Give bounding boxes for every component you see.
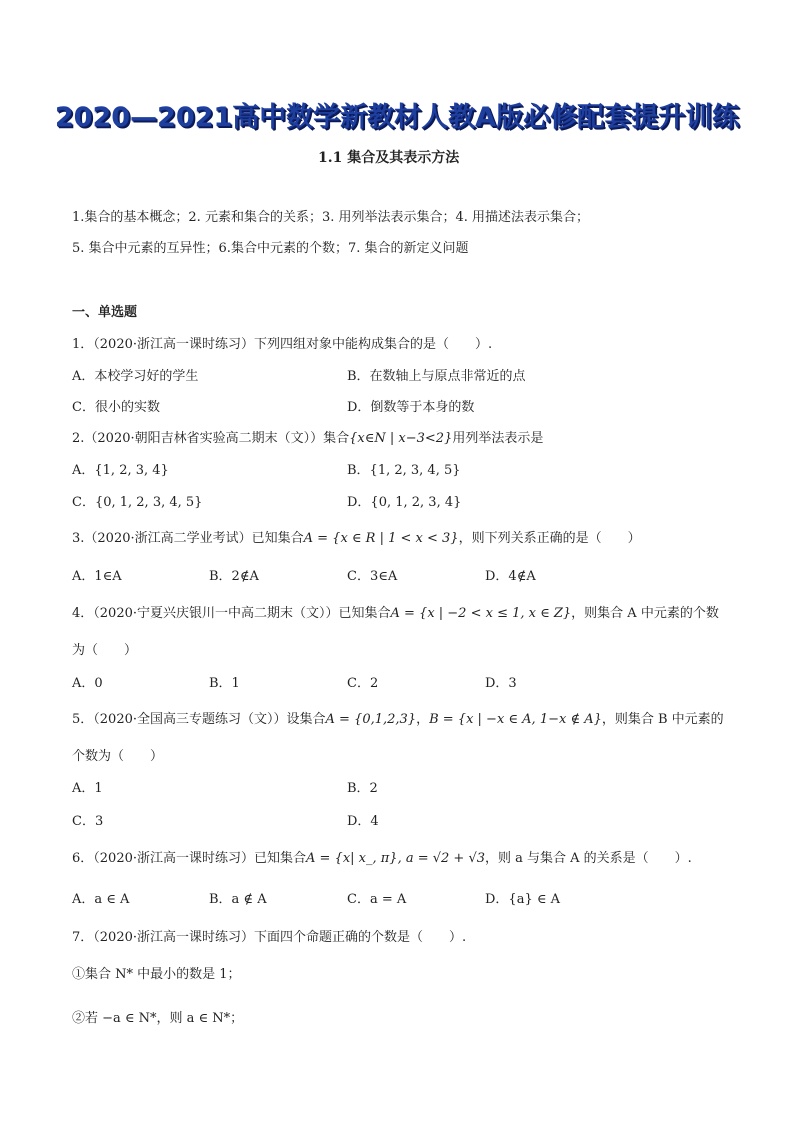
question-5-option-b: B．2 (347, 781, 378, 796)
question-2-option-a: A．{1, 2, 3, 4} (72, 463, 169, 478)
question-3-stem-pre: 3.（2020·浙江高二学业考试）已知集合 (72, 531, 304, 546)
question-2-option-d: D．{0, 1, 2, 3, 4} (347, 495, 462, 510)
question-5-stem-post: ，则集合 B 中元素的 (601, 712, 724, 727)
question-4-option-c: C．2 (347, 676, 379, 691)
question-1-option-a: A．本校学习好的学生 (72, 369, 199, 384)
question-2-stem (72, 430, 543, 448)
question-6-option-d: D．{a} ∈ A (485, 892, 560, 907)
question-3-option-d: D．4∉A (485, 569, 536, 584)
question-5-option-a: A．1 (72, 781, 103, 796)
question-5-stem-continued: 个数为（ ） (72, 749, 164, 764)
question-5-set-b: B = {x | −x ∈ A, 1−x ∉ A} (429, 712, 602, 727)
document-title: 2020—2021高中数学新教材人教A版必修配套提升训练 (54, 102, 740, 133)
question-5-separator: ， (416, 712, 430, 727)
question-5-set-a: A = {0,1,2,3} (325, 712, 417, 727)
question-4-set: A = {x | −2 < x ≤ 1, x ∈ Z} (390, 606, 572, 621)
question-5-option-c: C．3 (72, 814, 104, 829)
question-4-stem (72, 605, 719, 623)
question-7-item-2: ②若 −a ∈ N*，则 a ∈ N*； (72, 1011, 244, 1026)
question-3-stem-post: ，则下列关系正确的是（ ） (458, 531, 641, 546)
topics-line-1: 1.集合的基本概念；2. 元素和集合的关系；3. 用列举法表示集合；4. 用描述法表示集合； (72, 210, 590, 225)
question-1-stem: 1．（2020·浙江高一课时练习）下列四组对象中能构成集合的是（ ）. (72, 337, 493, 352)
question-4-stem-continued: 为（ ） (72, 643, 138, 658)
question-1-option-b: B．在数轴上与原点非常近的点 (347, 369, 526, 384)
question-7-stem: 7．（2020·浙江高一课时练习）下面四个命题正确的个数是（ ）. (72, 930, 467, 945)
question-3-stem (72, 530, 641, 548)
section-heading: 一、单选题 (72, 305, 138, 320)
question-5-option-d: D．4 (347, 814, 379, 829)
question-2-option-c: C．{0, 1, 2, 3, 4, 5} (72, 495, 203, 510)
question-6-option-a: A．a ∈ A (72, 892, 130, 907)
question-5-stem-pre: 5．（2020·全国高三专题练习（文））设集合 (72, 712, 326, 727)
question-6-stem-post: ，则 a 与集合 A 的关系是（ ）. (485, 851, 692, 866)
question-1-option-c: C．很小的实数 (72, 400, 160, 415)
question-4-option-d: D．3 (485, 676, 517, 691)
question-2-option-b: B．{1, 2, 3, 4, 5} (347, 463, 461, 478)
question-4-option-b: B．1 (209, 676, 240, 691)
question-4-stem-post: ，则集合 A 中元素的个数 (571, 606, 719, 621)
question-3-set: A = {x ∈ R | 1 < x < 3} (303, 531, 459, 546)
question-7-item-1: ①集合 N* 中最小的数是 1； (72, 967, 241, 982)
question-6-option-c: C．a = A (347, 892, 407, 907)
question-4-option-a: A．0 (72, 676, 103, 691)
question-3-option-c: C．3∈A (347, 569, 398, 584)
question-6-stem-pre: 6．（2020·浙江高一课时练习）已知集合 (72, 851, 306, 866)
question-2-stem-pre: 2.（2020·朝阳吉林省实验高二期末（文））集合 (72, 431, 350, 446)
question-3-option-a: A．1∈A (72, 569, 122, 584)
question-6-option-b: B．a ∉ A (209, 892, 267, 907)
document-subtitle: 1.1 集合及其表示方法 (318, 150, 460, 166)
question-3-option-b: B．2∉A (209, 569, 259, 584)
question-6-set: A = {x| x_, π}, a = √2 + √3 (306, 851, 486, 866)
question-1-option-d: D．倒数等于本身的数 (347, 400, 475, 415)
question-2-set: {x∈N | x−3<2} (349, 431, 453, 446)
topics-line-2: 5. 集合中元素的互异性；6.集合中元素的个数；7. 集合的新定义问题 (72, 241, 469, 256)
question-2-stem-post: 用列举法表示是 (452, 431, 544, 446)
question-6-stem (72, 850, 692, 868)
question-5-stem (72, 711, 724, 729)
question-4-stem-pre: 4．（2020·宁夏兴庆银川一中高二期末（文））已知集合 (72, 606, 391, 621)
